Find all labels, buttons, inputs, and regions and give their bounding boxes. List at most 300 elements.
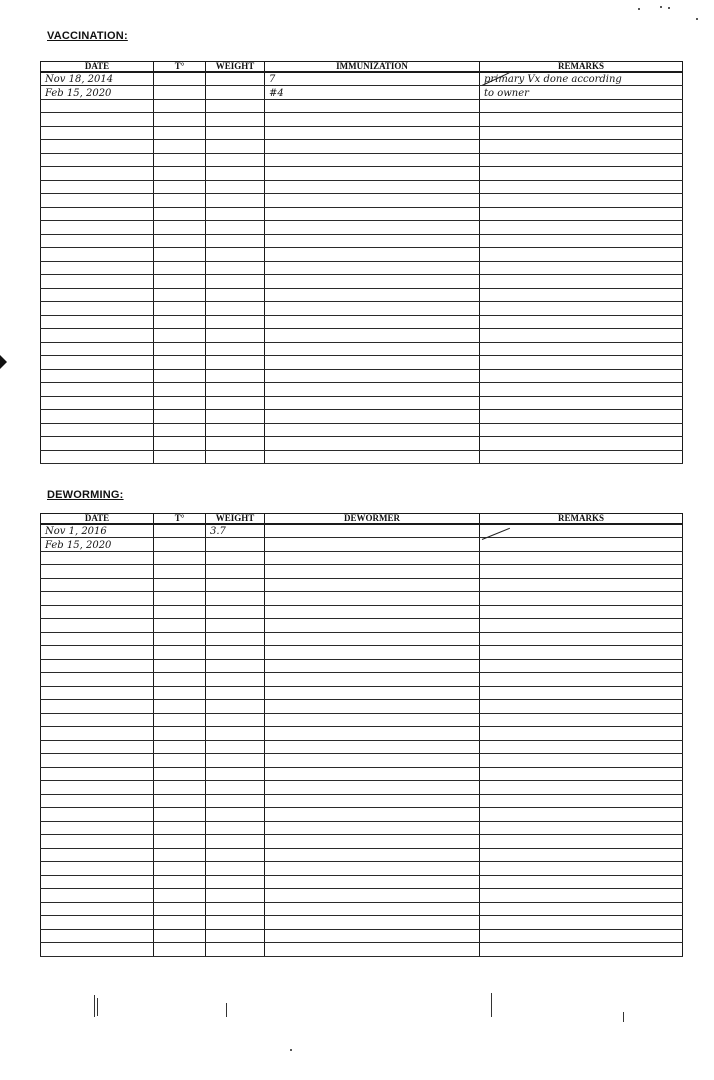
deworming-remarks-cell [480,700,683,714]
vaccination-remarks-cell [480,450,683,464]
vaccination-weight-cell [206,369,265,383]
table-row [41,288,683,302]
deworming-temp-cell [154,565,206,579]
deworming-date-cell [41,659,154,673]
deworming-date-cell [41,565,154,579]
vaccination-date-cell [41,248,154,262]
deworming-temp-cell [154,740,206,754]
deworming-temp-cell [154,659,206,673]
vaccination-immunization-cell [265,288,480,302]
vaccination-date-cell [41,207,154,221]
scan-speck [290,1049,292,1051]
vaccination-immunization-cell [265,410,480,424]
deworming-date-cell [41,862,154,876]
vaccination-immunization-cell [265,383,480,397]
table-row [41,342,683,356]
table-row [41,410,683,424]
deworming-remarks-cell [480,605,683,619]
vaccination-date-cell [41,167,154,181]
vaccination-temp-cell [154,180,206,194]
deworming-weight-cell [206,673,265,687]
deworming-weight-cell [206,659,265,673]
vaccination-immunization-cell [265,302,480,316]
vaccination-date-cell: Nov 18, 2014 [41,72,154,86]
vaccination-remarks-cell [480,153,683,167]
table-row [41,329,683,343]
vaccination-date-cell [41,396,154,410]
deworming-weight-cell [206,538,265,552]
table-row [41,673,683,687]
vaccination-remarks-cell [480,180,683,194]
deworming-weight-header: WEIGHT [206,514,265,525]
deworming-temp-cell [154,916,206,930]
scan-tick [623,1012,624,1022]
table-row [41,875,683,889]
table-row [41,113,683,127]
vaccination-weight-cell [206,113,265,127]
deworming-dewormer-cell [265,767,480,781]
vaccination-temp-cell [154,315,206,329]
deworming-date-cell [41,686,154,700]
vaccination-remarks-cell [480,221,683,235]
vaccination-remarks-cell [480,261,683,275]
deworming-date-cell [41,767,154,781]
vaccination-temp-cell [154,261,206,275]
deworming-weight-cell [206,875,265,889]
vaccination-weight-cell [206,437,265,451]
deworming-remarks-cell [480,848,683,862]
vaccination-temp-cell [154,356,206,370]
scan-tick [94,995,95,1017]
deworming-weight-cell [206,686,265,700]
deworming-dewormer-cell [265,821,480,835]
deworming-weight-cell [206,578,265,592]
deworming-dewormer-cell [265,902,480,916]
deworming-remarks-cell [480,686,683,700]
vaccination-remarks-cell [480,410,683,424]
vaccination-immunization-cell [265,315,480,329]
deworming-weight-cell [206,943,265,957]
deworming-remarks-cell [480,902,683,916]
deworming-date-cell [41,592,154,606]
vaccination-immunization-header: IMMUNIZATION [265,62,480,73]
table-row [41,524,683,538]
vaccination-date-cell [41,288,154,302]
vaccination-immunization-cell [265,369,480,383]
deworming-date-cell: Nov 1, 2016 [41,524,154,538]
deworming-temp-cell [154,578,206,592]
vaccination-temp-cell [154,153,206,167]
deworming-remarks-cell [480,565,683,579]
vaccination-temp-cell [154,72,206,86]
deworming-temp-cell [154,943,206,957]
vaccination-weight-cell [206,194,265,208]
vaccination-weight-cell [206,126,265,140]
table-row [41,450,683,464]
vaccination-immunization-cell [265,329,480,343]
vaccination-temp-cell [154,302,206,316]
deworming-date-cell [41,848,154,862]
deworming-weight-cell [206,929,265,943]
deworming-date-cell [41,821,154,835]
vaccination-weight-cell [206,99,265,113]
vaccination-immunization-cell: #4 [265,86,480,100]
deworming-weight-cell [206,767,265,781]
deworming-temp-cell [154,781,206,795]
deworming-dewormer-cell [265,848,480,862]
table-row [41,619,683,633]
deworming-dewormer-cell [265,862,480,876]
table-row [41,194,683,208]
deworming-weight-cell [206,902,265,916]
deworming-date-cell: Feb 15, 2020 [41,538,154,552]
deworming-weight-cell [206,781,265,795]
deworming-dewormer-cell [265,929,480,943]
deworming-remarks-cell [480,794,683,808]
table-row [41,565,683,579]
vaccination-remarks-cell [480,356,683,370]
deworming-temp-cell [154,632,206,646]
vaccination-remarks-cell [480,437,683,451]
vaccination-immunization-cell [265,248,480,262]
table-row [41,835,683,849]
deworming-weight-cell [206,889,265,903]
deworming-temp-cell [154,619,206,633]
deworming-dewormer-cell [265,700,480,714]
table-row [41,713,683,727]
deworming-temp-cell [154,794,206,808]
deworming-dewormer-cell [265,713,480,727]
deworming-remarks-cell [480,646,683,660]
vaccination-date-cell [41,342,154,356]
vaccination-immunization-cell [265,342,480,356]
deworming-date-cell [41,916,154,930]
deworming-temp-cell [154,862,206,876]
vaccination-remarks-cell [480,207,683,221]
deworming-temp-cell [154,538,206,552]
vaccination-temp-cell [154,234,206,248]
deworming-dewormer-cell [265,943,480,957]
deworming-dewormer-cell [265,889,480,903]
vaccination-date-cell [41,383,154,397]
vaccination-date-cell [41,437,154,451]
vaccination-remarks-cell [480,99,683,113]
vaccination-immunization-cell [265,113,480,127]
deworming-dewormer-header: DEWORMER [265,514,480,525]
deworming-dewormer-cell [265,835,480,849]
vaccination-immunization-cell [265,234,480,248]
vaccination-remarks-cell: to owner [480,86,683,100]
deworming-temp-cell [154,592,206,606]
deworming-dewormer-cell [265,524,480,538]
deworming-remarks-cell [480,821,683,835]
deworming-remarks-cell [480,875,683,889]
deworming-remarks-cell [480,632,683,646]
vaccination-weight-cell [206,234,265,248]
vaccination-remarks-cell [480,288,683,302]
deworming-temp-cell [154,889,206,903]
table-row [41,153,683,167]
table-row [41,140,683,154]
deworming-temp-cell [154,929,206,943]
vaccination-temp-cell [154,99,206,113]
vaccination-remarks-cell [480,275,683,289]
deworming-weight-cell [206,713,265,727]
table-row [41,632,683,646]
vaccination-date-cell [41,302,154,316]
vaccination-remarks-cell [480,315,683,329]
deworming-dewormer-cell [265,727,480,741]
deworming-dewormer-cell [265,916,480,930]
table-row [41,315,683,329]
vaccination-date-cell [41,221,154,235]
deworming-temp-cell [154,524,206,538]
vaccination-temp-cell [154,342,206,356]
table-row [41,383,683,397]
table-row [41,207,683,221]
table-row [41,929,683,943]
table-row [41,99,683,113]
vaccination-immunization-cell [265,396,480,410]
table-row [41,646,683,660]
deworming-temp-cell [154,767,206,781]
vaccination-date-cell [41,194,154,208]
table-row [41,754,683,768]
table-row [41,578,683,592]
binder-mark-icon [0,355,7,369]
vaccination-weight-cell [206,261,265,275]
vaccination-temp-cell [154,288,206,302]
deworming-remarks-cell [480,578,683,592]
deworming-date-cell [41,740,154,754]
vaccination-weight-cell [206,140,265,154]
vaccination-header-row [41,62,683,73]
vaccination-date-cell [41,180,154,194]
vaccination-immunization-cell [265,437,480,451]
vaccination-immunization-cell [265,356,480,370]
deworming-temp-cell [154,686,206,700]
deworming-weight-cell: 3.7 [206,524,265,538]
vaccination-remarks-cell [480,329,683,343]
deworming-remarks-cell [480,767,683,781]
vaccination-weight-cell [206,86,265,100]
table-row [41,423,683,437]
vaccination-remarks-cell [480,126,683,140]
vaccination-temp-cell [154,194,206,208]
deworming-remarks-cell [480,916,683,930]
vaccination-date-cell: Feb 15, 2020 [41,86,154,100]
vaccination-temp-cell [154,383,206,397]
deworming-remarks-cell [480,740,683,754]
vaccination-weight-cell [206,180,265,194]
deworming-dewormer-cell [265,740,480,754]
vaccination-remarks-cell [480,396,683,410]
vaccination-remarks-cell: primary Vx done according [480,72,683,86]
table-row [41,275,683,289]
vaccination-date-cell [41,410,154,424]
deworming-weight-cell [206,916,265,930]
vaccination-immunization-cell [265,194,480,208]
deworming-weight-cell [206,794,265,808]
scan-tick [491,993,492,1017]
vaccination-weight-cell [206,315,265,329]
deworming-temp-cell [154,646,206,660]
table-row [41,551,683,565]
deworming-dewormer-cell [265,673,480,687]
vaccination-date-cell [41,329,154,343]
vaccination-immunization-cell [265,167,480,181]
vaccination-date-cell [41,261,154,275]
deworming-remarks-cell [480,754,683,768]
vaccination-weight-cell [206,167,265,181]
deworming-temp-cell [154,700,206,714]
vaccination-weight-header: WEIGHT [206,62,265,73]
vaccination-temp-cell [154,86,206,100]
deworming-dewormer-cell [265,794,480,808]
deworming-weight-cell [206,632,265,646]
vaccination-weight-cell [206,383,265,397]
deworming-dewormer-cell [265,781,480,795]
deworming-remarks-header: REMARKS [480,514,683,525]
vaccination-weight-cell [206,153,265,167]
table-row [41,302,683,316]
deworming-temp-header: T° [154,514,206,525]
vaccination-temp-cell [154,126,206,140]
vaccination-weight-cell [206,248,265,262]
vaccination-weight-cell [206,329,265,343]
deworming-date-cell [41,875,154,889]
table-row [41,180,683,194]
deworming-date-header: DATE [41,514,154,525]
deworming-weight-cell [206,740,265,754]
vaccination-immunization-cell: 7 [265,72,480,86]
deworming-temp-cell [154,754,206,768]
vaccination-temp-cell [154,113,206,127]
table-row [41,234,683,248]
vaccination-remarks-header: REMARKS [480,62,683,73]
vaccination-temp-cell [154,207,206,221]
deworming-weight-cell [206,700,265,714]
vaccination-date-cell [41,315,154,329]
deworming-remarks-cell [480,551,683,565]
deworming-temp-cell [154,713,206,727]
vaccination-weight-cell [206,288,265,302]
deworming-remarks-cell [480,713,683,727]
vaccination-weight-cell [206,342,265,356]
vaccination-immunization-cell [265,153,480,167]
deworming-remarks-cell [480,727,683,741]
vaccination-immunization-cell [265,275,480,289]
deworming-dewormer-cell [265,875,480,889]
vaccination-immunization-cell [265,140,480,154]
deworming-temp-cell [154,808,206,822]
deworming-weight-cell [206,862,265,876]
deworming-dewormer-cell [265,551,480,565]
vaccination-temp-cell [154,167,206,181]
deworming-temp-cell [154,727,206,741]
deworming-remarks-cell [480,835,683,849]
vaccination-remarks-cell [480,423,683,437]
table-row [41,437,683,451]
vaccination-weight-cell [206,302,265,316]
deworming-date-cell [41,605,154,619]
table-row [41,740,683,754]
vaccination-table [40,61,683,464]
table-row [41,902,683,916]
table-row [41,862,683,876]
deworming-date-cell [41,943,154,957]
table-row [41,369,683,383]
table-row [41,72,683,86]
vaccination-immunization-cell [265,180,480,194]
deworming-temp-cell [154,551,206,565]
deworming-weight-cell [206,551,265,565]
vaccination-temp-cell [154,275,206,289]
deworming-dewormer-cell [265,686,480,700]
table-row [41,767,683,781]
deworming-title: DEWORMING: [47,489,124,501]
vaccination-temp-header: T° [154,62,206,73]
vaccination-remarks-cell [480,234,683,248]
deworming-dewormer-cell [265,646,480,660]
deworming-remarks-cell [480,808,683,822]
deworming-date-cell [41,929,154,943]
vaccination-immunization-cell [265,261,480,275]
scan-tick [97,998,98,1016]
deworming-weight-cell [206,848,265,862]
vaccination-date-header: DATE [41,62,154,73]
vaccination-remarks-cell [480,342,683,356]
vaccination-weight-cell [206,221,265,235]
vaccination-temp-cell [154,329,206,343]
deworming-remarks-cell [480,889,683,903]
vaccination-date-cell [41,113,154,127]
vaccination-temp-cell [154,396,206,410]
deworming-temp-cell [154,821,206,835]
vaccination-immunization-cell [265,126,480,140]
vaccination-weight-cell [206,450,265,464]
deworming-date-cell [41,754,154,768]
table-row [41,916,683,930]
vaccination-weight-cell [206,275,265,289]
deworming-remarks-cell [480,929,683,943]
table-row [41,808,683,822]
vaccination-temp-cell [154,437,206,451]
table-row [41,686,683,700]
vaccination-immunization-cell [265,207,480,221]
vaccination-date-cell [41,234,154,248]
deworming-date-cell [41,551,154,565]
deworming-weight-cell [206,565,265,579]
deworming-dewormer-cell [265,578,480,592]
deworming-date-cell [41,646,154,660]
table-row [41,848,683,862]
deworming-remarks-cell [480,781,683,795]
vaccination-date-cell [41,275,154,289]
vaccination-temp-cell [154,221,206,235]
table-row [41,727,683,741]
deworming-weight-cell [206,835,265,849]
vaccination-temp-cell [154,248,206,262]
table-row [41,700,683,714]
deworming-weight-cell [206,605,265,619]
vaccination-immunization-cell [265,450,480,464]
deworming-dewormer-cell [265,605,480,619]
deworming-date-cell [41,794,154,808]
deworming-weight-cell [206,619,265,633]
deworming-dewormer-cell [265,754,480,768]
deworming-date-cell [41,727,154,741]
